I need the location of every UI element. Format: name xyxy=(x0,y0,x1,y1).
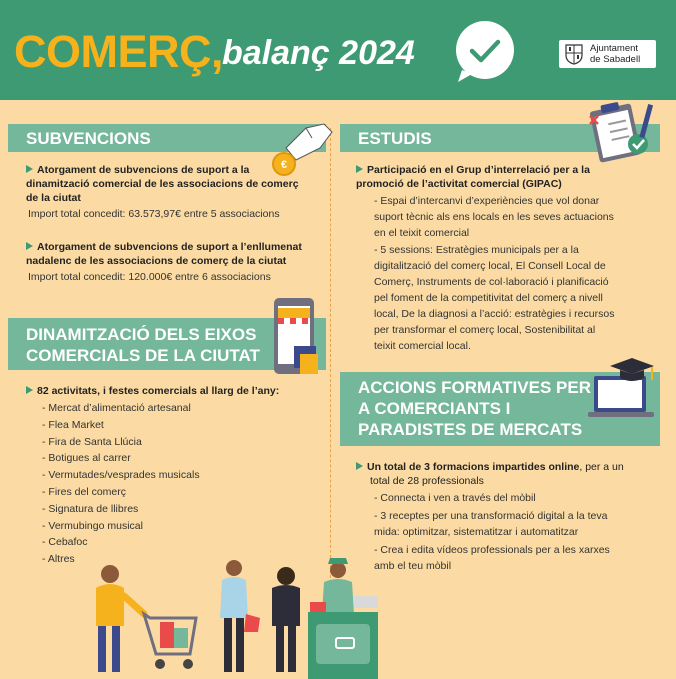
logo-line1: Ajuntament xyxy=(590,43,639,54)
subvencions-item1-title: Atorgament de subvencions de suport a la dinamització comercial de les associacions de comerç de la ciutat xyxy=(26,164,299,204)
list-item: - Altres xyxy=(42,553,75,566)
accions-intro: Un total de 3 formacions impartides online, per a un total de 28 professionals xyxy=(356,460,624,488)
bullet-triangle-icon xyxy=(26,165,33,173)
list-item: - Signatura de llibres xyxy=(42,502,139,515)
shopper-man-icon xyxy=(220,560,260,672)
check-bubble-icon xyxy=(452,18,518,84)
bullet-triangle-icon xyxy=(356,462,363,470)
dinamitzacio-intro: 82 activitats, i festes comercials al llarg de l’any: xyxy=(26,384,279,398)
estudis-para1: - Espai d’intercanvi d’experiències que vol donar suport tècnic als ens locals en les seves actuacions en el teixit comercial xyxy=(374,195,614,239)
list-item: - Fira de Santa Llúcia xyxy=(42,435,142,448)
subvencions-item2-title: Atorgament de subvencions de suport a l’enllumenat nadalenc de les associacions de comerç de la ciutat xyxy=(26,241,302,267)
svg-text:€: € xyxy=(280,159,288,171)
laptop-graduation-icon xyxy=(588,356,660,420)
city-shield-icon xyxy=(563,43,585,65)
accions-item1: - Connecta i ven a través del mòbil xyxy=(374,492,536,504)
section-accions-heading: ACCIONS FORMATIVES PER A COMERCIANTS I PARADISTES DE MERCATS xyxy=(340,372,660,446)
header-banner xyxy=(0,0,676,100)
accions-item2: - 3 receptes per una transformació digital a la teva mida: optimitzar, sistematitzar i automatitzar xyxy=(374,510,608,538)
accions-item3: - Crea i edita vídeos professionals per a les xarxes amb el teu mòbil xyxy=(374,544,610,572)
estudis-item-title: Participació en el Grup d’interrelació per a la promoció de l’activitat comercial (GIPAC) xyxy=(356,164,590,190)
shopper-yellow-icon xyxy=(96,565,144,672)
column-divider xyxy=(330,128,331,598)
shopping-cart-icon xyxy=(144,614,196,669)
title-sub: balanç 2024 xyxy=(222,34,415,72)
bullet-triangle-icon xyxy=(26,242,33,250)
subvencions-item2-amount: Import total concedit: 120.000€ entre 6 associacions xyxy=(28,271,271,283)
bullet-triangle-icon xyxy=(356,165,363,173)
list-item: - Mercat d’alimentació artesanal xyxy=(42,402,191,414)
bullet-triangle-icon xyxy=(26,386,33,394)
shop-phone-icon xyxy=(270,296,328,380)
ajuntament-logo xyxy=(559,40,656,68)
dinamitzacio-list xyxy=(42,400,200,568)
list-item: - Fires del comerç xyxy=(42,485,127,498)
section-dinamitzacio-heading: DINAMITZACIÓ DELS EIXOS COMERCIALS DE LA CIUTAT xyxy=(8,318,326,370)
list-item: - Cebafoc xyxy=(42,536,88,549)
logo-line2: de Sabadell xyxy=(590,54,641,65)
list-item: - Botigues al carrer xyxy=(42,452,131,465)
subvencions-item1-amount: Import total concedit: 63.573,97€ entre 5 associacions xyxy=(28,208,280,220)
title-main: COMERÇ, xyxy=(14,26,223,77)
shoppers-illustration xyxy=(88,556,388,679)
section-subvencions-heading: SUBVENCIONS xyxy=(8,124,326,152)
market-stall-icon xyxy=(308,558,378,679)
list-item: - Flea Market xyxy=(42,418,104,431)
shopper-woman-icon xyxy=(272,567,300,672)
clipboard-check-icon xyxy=(582,98,658,164)
section-estudis-heading: ESTUDIS xyxy=(340,124,660,152)
list-item: - Vermutades/vesprades musicals xyxy=(42,469,200,482)
estudis-para2: - 5 sessions: Estratègies municipals per a la digitalització del comerç local, El Consell Local de Comerç, Instruments de col·laboració i planificació pel foment de la competitivitat del comerç a nivell local, De la diagnosi a l’acció: estratègies i recursos per transformar el comerç local, Sostenibilitat al teixit comercial local. xyxy=(374,244,615,352)
list-item: - Vermubingo musical xyxy=(42,519,143,532)
